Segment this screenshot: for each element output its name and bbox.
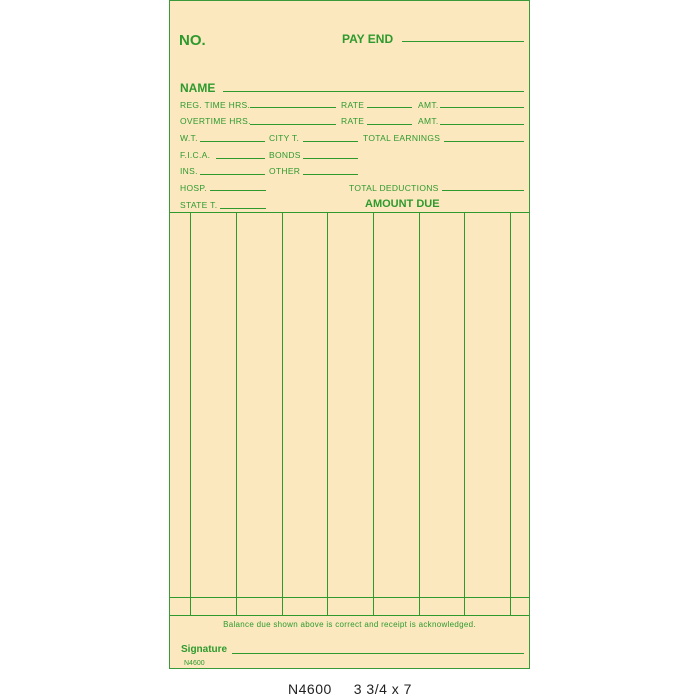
- state-t-line[interactable]: [220, 208, 266, 209]
- state-t-label: STATE T.: [180, 200, 218, 210]
- ins-line[interactable]: [200, 174, 265, 175]
- hosp-label: HOSP.: [180, 183, 207, 193]
- caption-size: 3 3/4 x 7: [353, 681, 412, 697]
- fica-label: F.I.C.A.: [180, 150, 211, 160]
- other-line[interactable]: [303, 174, 358, 175]
- grid-column-divider: [464, 212, 465, 615]
- other-label: OTHER: [269, 166, 301, 176]
- name-label: NAME: [180, 81, 216, 95]
- city-t-line[interactable]: [303, 141, 358, 142]
- rate-label-1: RATE: [341, 100, 365, 110]
- rate-label-2: RATE: [341, 116, 365, 126]
- reg-time-label: REG. TIME HRS.: [180, 100, 251, 110]
- total-earnings-label: TOTAL EARNINGS: [363, 133, 441, 143]
- signature-line[interactable]: [232, 653, 524, 654]
- amt-line-2[interactable]: [440, 124, 524, 125]
- grid-column-divider: [373, 212, 374, 615]
- grid-column-divider: [236, 212, 237, 615]
- grid-top-rule: [170, 212, 529, 213]
- grid-column-divider: [190, 212, 191, 615]
- amt-line-1[interactable]: [440, 107, 524, 108]
- product-caption: [0, 681, 700, 697]
- acknowledgement-text: Balance due shown above is correct and receipt is acknowledged.: [223, 620, 476, 629]
- total-deductions-label: TOTAL DEDUCTIONS: [349, 183, 439, 193]
- pay-end-label: PAY END: [342, 32, 394, 46]
- total-deductions-line[interactable]: [442, 190, 524, 191]
- total-earnings-line[interactable]: [444, 141, 524, 142]
- signature-label: Signature: [181, 644, 228, 655]
- overtime-label: OVERTIME HRS.: [180, 116, 251, 126]
- pay-end-line[interactable]: [402, 41, 524, 42]
- no-label: NO.: [179, 32, 206, 49]
- grid-bottom-rule: [170, 615, 529, 616]
- grid-column-divider: [419, 212, 420, 615]
- grid-total-rule: [170, 597, 529, 598]
- overtime-line[interactable]: [250, 124, 336, 125]
- reg-time-line[interactable]: [250, 107, 336, 108]
- ins-label: INS.: [180, 166, 198, 176]
- amt-label-1: AMT.: [418, 100, 439, 110]
- fica-line[interactable]: [216, 158, 265, 159]
- hosp-line[interactable]: [210, 190, 266, 191]
- time-card: [169, 0, 530, 669]
- wt-label: W.T.: [180, 133, 198, 143]
- bonds-label: BONDS: [269, 150, 301, 160]
- amount-due-label: AMOUNT DUE: [365, 198, 440, 210]
- grid-column-divider: [327, 212, 328, 615]
- amt-label-2: AMT.: [418, 116, 439, 126]
- grid-column-divider: [282, 212, 283, 615]
- grid-column-divider: [510, 212, 511, 615]
- bonds-line[interactable]: [303, 158, 358, 159]
- rate-line-1[interactable]: [367, 107, 412, 108]
- form-code: N4600: [184, 660, 205, 667]
- name-line[interactable]: [223, 91, 524, 92]
- wt-line[interactable]: [200, 141, 265, 142]
- caption-model: N4600: [288, 681, 332, 697]
- city-t-label: CITY T.: [269, 133, 300, 143]
- rate-line-2[interactable]: [367, 124, 412, 125]
